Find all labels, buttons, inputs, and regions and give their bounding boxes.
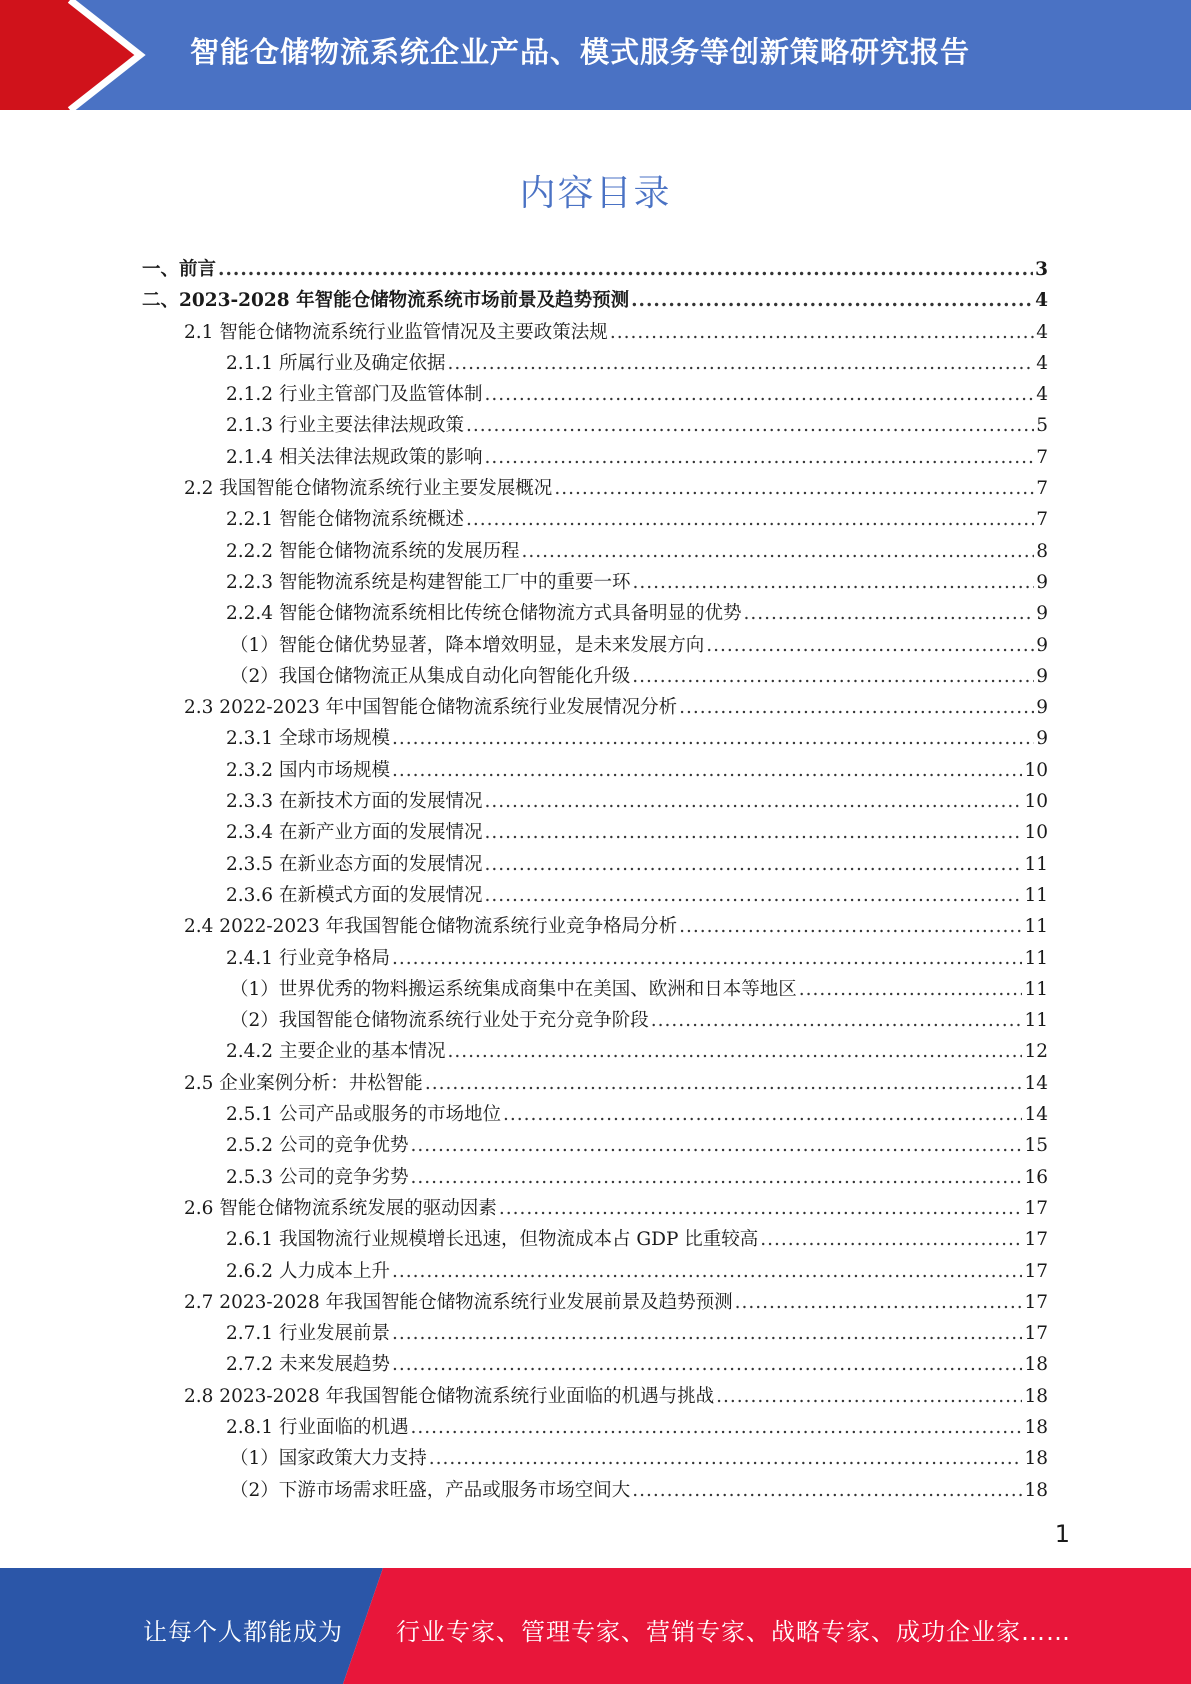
toc-entry-page: 4 (1035, 290, 1048, 312)
toc-leader-dots (706, 630, 1034, 661)
toc-entry[interactable] (142, 1005, 1048, 1036)
toc-entry-page: 11 (1024, 1010, 1048, 1032)
toc-leader-dots (447, 1036, 1022, 1067)
toc-entry-page: 11 (1024, 978, 1048, 1000)
toc-leader-dots (503, 1099, 1022, 1130)
toc-leader-dots (392, 1318, 1022, 1349)
toc-entry-label: 2.2.2 智能仓储物流系统的发展历程 (226, 540, 520, 562)
toc-leader-dots (466, 504, 1034, 535)
toc-entry-page: 18 (1024, 1479, 1048, 1501)
toc-entry-label: 2.3.6 在新模式方面的发展情况 (226, 884, 483, 906)
toc-entry-page: 10 (1024, 791, 1048, 813)
toc-entry-page: 9 (1036, 571, 1048, 593)
toc-entry-label: 2.3 2022-2023 年中国智能仓储物流系统行业发展情况分析 (184, 697, 678, 719)
toc-entry[interactable] (142, 630, 1048, 661)
toc-leader-dots (392, 1256, 1022, 1287)
toc-entry[interactable] (142, 1099, 1048, 1130)
toc-entry-page: 18 (1024, 1385, 1048, 1407)
toc-entry[interactable] (142, 1036, 1048, 1067)
toc-entry[interactable] (142, 317, 1048, 348)
toc-entry-page: 17 (1024, 1291, 1048, 1313)
footer-banner (0, 1568, 1191, 1684)
toc-leader-dots (651, 1005, 1023, 1036)
toc-leader-dots (425, 1068, 1023, 1099)
toc-entry-page: 8 (1036, 540, 1048, 562)
toc-entry-label: 2.5.2 公司的竞争优势 (226, 1135, 409, 1157)
page-number: 1 (1054, 1520, 1070, 1548)
toc-leader-dots (679, 911, 1022, 942)
toc-leader-dots (392, 943, 1022, 974)
toc-entry-page: 11 (1024, 916, 1048, 938)
toc-entry-page: 11 (1024, 853, 1048, 875)
toc-entry[interactable] (142, 254, 1048, 285)
toc-leader-dots (521, 536, 1034, 567)
toc-leader-dots (410, 1130, 1022, 1161)
toc-entry-page: 17 (1024, 1197, 1048, 1219)
toc-entry[interactable] (142, 348, 1048, 379)
toc-leader-dots (632, 1475, 1022, 1506)
toc-leader-dots (484, 379, 1034, 410)
toc-entry[interactable] (142, 755, 1048, 786)
header-banner (0, 0, 1191, 110)
toc-leader-dots (799, 974, 1023, 1005)
toc-entry-page: 18 (1024, 1354, 1048, 1376)
toc-entry[interactable] (142, 1412, 1048, 1443)
toc-leader-dots (716, 1381, 1022, 1412)
toc-entry[interactable] (142, 1162, 1048, 1193)
toc-entry[interactable] (142, 723, 1048, 754)
toc-entry-label: （2）我国智能仓储物流系统行业处于充分竞争阶段 (230, 1010, 649, 1032)
toc-leader-dots (392, 755, 1022, 786)
toc-leader-dots (735, 1287, 1023, 1318)
toc-entry[interactable] (142, 1349, 1048, 1380)
toc-entry-page: 7 (1036, 446, 1048, 468)
toc-entry-label: 2.8.1 行业面临的机遇 (226, 1416, 409, 1438)
toc-entry[interactable] (142, 661, 1048, 692)
toc-entry-label: 2.3.2 国内市场规模 (226, 759, 390, 781)
toc-entry-page: 14 (1024, 1072, 1048, 1094)
toc-entry[interactable] (142, 1224, 1048, 1255)
toc-entry-label: 2.6.1 我国物流行业规模增长迅速，但物流成本占 GDP 比重较高 (226, 1229, 759, 1251)
toc-entry-label: 2.3.3 在新技术方面的发展情况 (226, 791, 483, 813)
toc-entry[interactable] (142, 1193, 1048, 1224)
toc-leader-dots (760, 1224, 1022, 1255)
toc-entry[interactable] (142, 849, 1048, 880)
toc-entry[interactable] (142, 1287, 1048, 1318)
toc-entry-page: 17 (1024, 1229, 1048, 1251)
toc-leader-dots (410, 1162, 1022, 1193)
toc-entry-label: 2.1 智能仓储物流系统行业监管情况及主要政策法规 (184, 321, 608, 343)
toc-leader-dots (392, 723, 1034, 754)
toc-entry-label: 2.2.4 智能仓储物流系统相比传统仓储物流方式具备明显的优势 (226, 603, 742, 625)
toc-entry[interactable] (142, 442, 1048, 473)
toc-entry-label: 2.6.2 人力成本上升 (226, 1260, 390, 1282)
toc-leader-dots (447, 348, 1034, 379)
toc-entry-page: 10 (1024, 822, 1048, 844)
toc-entry[interactable] (142, 504, 1048, 535)
toc-leader-dots (631, 285, 1033, 316)
toc-entry[interactable] (142, 567, 1048, 598)
toc-entry-label: （1）世界优秀的物料搬运系统集成商集中在美国、欧洲和日本等地区 (230, 978, 797, 1000)
toc-entry[interactable] (142, 598, 1048, 629)
toc-heading: 内容目录 (519, 173, 672, 214)
toc-entry[interactable] (142, 1381, 1048, 1412)
toc-entry-page: 16 (1024, 1166, 1048, 1188)
toc-entry-label: 2.7.2 未来发展趋势 (226, 1354, 390, 1376)
toc-entry[interactable] (142, 786, 1048, 817)
toc-entry[interactable] (142, 911, 1048, 942)
toc-entry-page: 11 (1024, 947, 1048, 969)
toc-entry[interactable] (142, 817, 1048, 848)
toc-leader-dots (610, 317, 1034, 348)
toc-entry-label: 2.4.1 行业竞争格局 (226, 947, 390, 969)
toc-leader-dots (484, 442, 1034, 473)
toc-leader-dots (429, 1443, 1023, 1474)
toc-entry-label: 2.7 2023-2028 年我国智能仓储物流系统行业发展前景及趋势预测 (184, 1291, 733, 1313)
toc-entry-label: 2.2.1 智能仓储物流系统概述 (226, 509, 464, 531)
toc-entry-page: 9 (1036, 603, 1048, 625)
toc-entry-label: （2）下游市场需求旺盛，产品或服务市场空间大 (230, 1479, 631, 1501)
toc-leader-dots (410, 1412, 1022, 1443)
toc-entry-label: 二、2023-2028 年智能仓储物流系统市场前景及趋势预测 (142, 290, 630, 312)
toc-entry-label: 2.1.4 相关法律法规政策的影响 (226, 446, 483, 468)
toc-entry-page: 7 (1036, 509, 1048, 531)
toc-leader-dots (484, 817, 1022, 848)
toc-entry[interactable] (142, 1475, 1048, 1506)
toc-leader-dots (484, 786, 1022, 817)
toc-entry-label: （1）智能仓储优势显著，降本增效明显，是未来发展方向 (230, 634, 705, 656)
toc-entry-page: 18 (1024, 1448, 1048, 1470)
toc-entry[interactable] (142, 692, 1048, 723)
toc-leader-dots (554, 473, 1034, 504)
report-title: 智能仓储物流系统企业产品、模式服务等创新策略研究报告 (190, 35, 971, 69)
toc-leader-dots (743, 598, 1034, 629)
toc-entry[interactable] (142, 473, 1048, 504)
toc-leader-dots (679, 692, 1034, 723)
toc-entry-label: 2.5 企业案例分析：井松智能 (184, 1072, 423, 1094)
toc-entry[interactable] (142, 536, 1048, 567)
toc-entry-label: 2.4.2 主要企业的基本情况 (226, 1041, 446, 1063)
footer-slogan-left: 让每个人都能成为 (143, 1618, 343, 1646)
toc-entry[interactable] (142, 379, 1048, 410)
toc-entry-page: 5 (1036, 415, 1048, 437)
toc-entry-label: 2.3.5 在新业态方面的发展情况 (226, 853, 483, 875)
toc-entry-label: （2）我国仓储物流正从集成自动化向智能化升级 (230, 665, 631, 687)
toc-entry[interactable] (142, 1256, 1048, 1287)
toc-entry-page: 9 (1036, 634, 1048, 656)
toc-entry[interactable] (142, 880, 1048, 911)
toc-entry[interactable] (142, 943, 1048, 974)
toc-entry-page: 4 (1036, 321, 1048, 343)
toc-entry[interactable] (142, 1443, 1048, 1474)
toc-entry-label: 2.5.3 公司的竞争劣势 (226, 1166, 409, 1188)
toc-entry[interactable] (142, 1318, 1048, 1349)
toc-entry-page: 11 (1024, 884, 1048, 906)
toc-entry-page: 12 (1024, 1041, 1048, 1063)
toc-entry-page: 17 (1024, 1260, 1048, 1282)
toc-entry-label: 2.2.3 智能物流系统是构建智能工厂中的重要一环 (226, 571, 631, 593)
toc-entry[interactable] (142, 974, 1048, 1005)
toc-entry-page: 4 (1036, 352, 1048, 374)
toc-entry-label: 一、前言 (142, 259, 217, 280)
toc-entry-label: 2.6 智能仓储物流系统发展的驱动因素 (184, 1197, 497, 1219)
table-of-contents (142, 254, 1048, 1506)
toc-entry-label: 2.7.1 行业发展前景 (226, 1323, 390, 1345)
toc-entry[interactable] (142, 285, 1048, 316)
toc-entry-page: 15 (1024, 1135, 1048, 1157)
toc-entry[interactable] (142, 1130, 1048, 1161)
toc-leader-dots (499, 1193, 1023, 1224)
toc-entry-label: 2.3.1 全球市场规模 (226, 728, 390, 750)
footer-slogan-right: 行业专家、管理专家、营销专家、战略专家、成功企业家…… (396, 1618, 1071, 1646)
toc-entry-label: 2.8 2023-2028 年我国智能仓储物流系统行业面临的机遇与挑战 (184, 1385, 715, 1407)
toc-entry-label: 2.5.1 公司产品或服务的市场地位 (226, 1104, 501, 1126)
toc-leader-dots (466, 410, 1034, 441)
toc-entry-page: 14 (1024, 1104, 1048, 1126)
toc-entry[interactable] (142, 1068, 1048, 1099)
toc-leader-dots (392, 1349, 1022, 1380)
toc-entry-page: 3 (1035, 259, 1048, 280)
toc-entry-label: 2.3.4 在新产业方面的发展情况 (226, 822, 483, 844)
toc-entry-page: 7 (1036, 478, 1048, 500)
toc-entry-page: 9 (1036, 728, 1048, 750)
toc-entry-page: 17 (1024, 1323, 1048, 1345)
toc-entry-page: 10 (1024, 759, 1048, 781)
toc-entry-page: 4 (1036, 384, 1048, 406)
toc-entry-page: 9 (1036, 665, 1048, 687)
toc-entry-page: 18 (1024, 1416, 1048, 1438)
toc-entry-label: 2.4 2022-2023 年我国智能仓储物流系统行业竞争格局分析 (184, 916, 678, 938)
toc-leader-dots (218, 254, 1033, 285)
toc-leader-dots (484, 880, 1022, 911)
toc-entry-label: 2.1.1 所属行业及确定依据 (226, 352, 446, 374)
toc-entry-label: 2.1.2 行业主管部门及监管体制 (226, 384, 483, 406)
toc-leader-dots (632, 661, 1034, 692)
toc-entry-label: 2.2 我国智能仓储物流系统行业主要发展概况 (184, 478, 553, 500)
toc-leader-dots (484, 849, 1022, 880)
toc-entry-page: 9 (1036, 697, 1048, 719)
toc-entry[interactable] (142, 410, 1048, 441)
toc-entry-label: 2.1.3 行业主要法律法规政策 (226, 415, 464, 437)
toc-entry-label: （1）国家政策大力支持 (230, 1448, 427, 1470)
toc-leader-dots (632, 567, 1034, 598)
